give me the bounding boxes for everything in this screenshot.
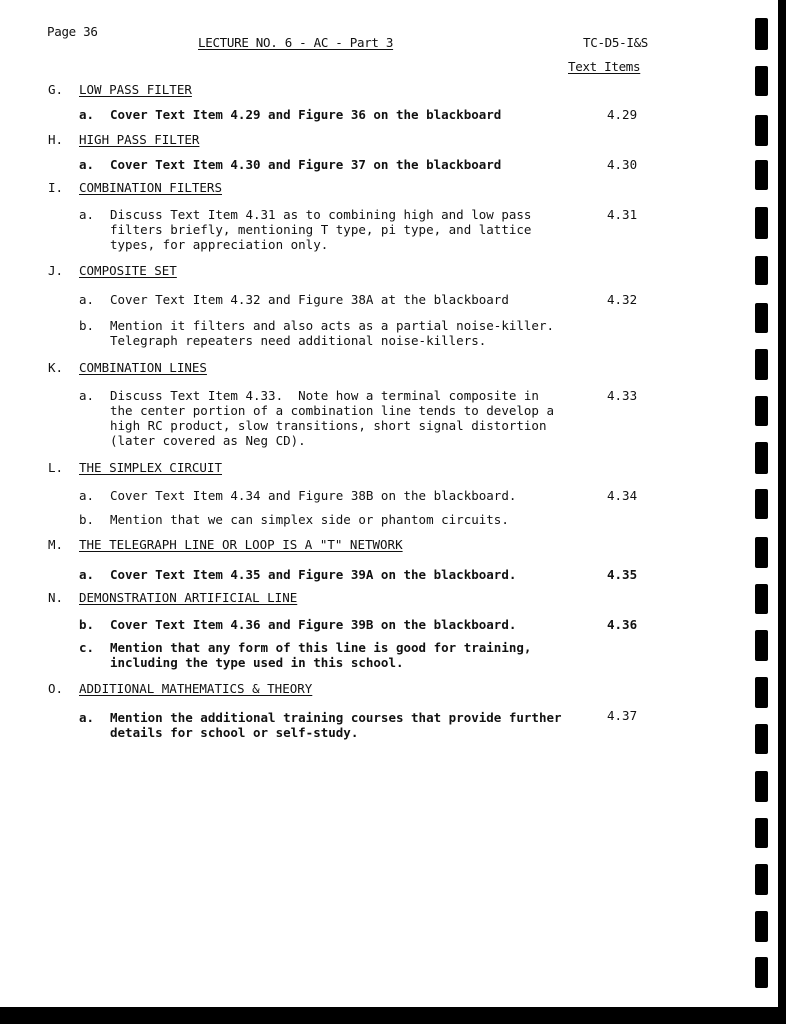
text-item-number: 4.30 [607, 157, 638, 172]
text-item-number: 4.36 [607, 617, 638, 632]
section-heading: DEMONSTRATION ARTIFICIAL LINE [79, 590, 298, 605]
binding-mark [755, 911, 768, 942]
binding-mark [755, 771, 768, 802]
section-heading: COMPOSITE SET [79, 263, 177, 278]
item-text: Mention the additional training courses that provide further details for school or self-study. [110, 710, 562, 740]
text-item-number: 4.37 [607, 708, 638, 723]
binding-mark [755, 724, 768, 754]
section-heading: COMBINATION FILTERS [79, 180, 222, 195]
binding-mark [755, 584, 768, 614]
section-heading: THE SIMPLEX CIRCUIT [79, 460, 222, 475]
binding-mark [755, 207, 768, 239]
item-label: a. [79, 567, 95, 582]
section-heading: COMBINATION LINES [79, 360, 207, 375]
text-item-number: 4.34 [607, 488, 638, 503]
section-letter: J. [48, 263, 64, 278]
item-label: a. [79, 157, 95, 172]
item-text: Cover Text Item 4.32 and Figure 38A at the blackboard [110, 292, 509, 307]
item-label: b. [79, 512, 95, 527]
document-code: TC-D5-I&S [583, 35, 649, 50]
binding-mark [755, 537, 768, 568]
item-label: c. [79, 640, 95, 655]
item-text: Discuss Text Item 4.33. Note how a terminal composite in the center portion of a combination line tends to develop a high RC product, slow transitions, short signal distortion (later covered as Neg CD). [110, 388, 555, 448]
item-label: a. [79, 107, 95, 122]
item-text: Mention that any form of this line is good for training, including the type used in this school. [110, 640, 532, 670]
binding-mark [755, 160, 768, 190]
binding-mark [755, 66, 768, 96]
item-label: a. [79, 207, 95, 222]
binding-mark [755, 677, 768, 708]
section-letter: O. [48, 681, 64, 696]
text-item-number: 4.32 [607, 292, 638, 307]
binding-mark [755, 303, 768, 333]
section-letter: G. [48, 82, 64, 97]
scan-edge-right [778, 0, 786, 1024]
section-heading: HIGH PASS FILTER [79, 132, 200, 147]
item-text: Cover Text Item 4.36 and Figure 39B on the blackboard. [110, 617, 517, 632]
text-item-number: 4.33 [607, 388, 638, 403]
text-item-number: 4.29 [607, 107, 638, 122]
section-letter: M. [48, 537, 64, 552]
section-letter: H. [48, 132, 64, 147]
binding-mark [755, 864, 768, 895]
page-number: Page 36 [47, 24, 98, 39]
item-text: Mention that we can simplex side or phantom circuits. [110, 512, 509, 527]
section-heading: LOW PASS FILTER [79, 82, 192, 97]
scan-edge-bottom [0, 1007, 786, 1024]
binding-mark [755, 18, 768, 50]
item-label: a. [79, 292, 95, 307]
binding-mark [755, 396, 768, 426]
item-text: Cover Text Item 4.29 and Figure 36 on the blackboard [110, 107, 502, 122]
binding-mark [755, 349, 768, 380]
item-text: Cover Text Item 4.34 and Figure 38B on the blackboard. [110, 488, 517, 503]
binding-mark [755, 630, 768, 661]
binding-mark [755, 489, 768, 519]
item-text: Cover Text Item 4.30 and Figure 37 on the blackboard [110, 157, 502, 172]
binding-mark [755, 818, 768, 848]
item-label: b. [79, 318, 95, 333]
section-letter: N. [48, 590, 64, 605]
lecture-title: LECTURE NO. 6 - AC - Part 3 [198, 35, 394, 50]
section-letter: K. [48, 360, 64, 375]
section-heading: THE TELEGRAPH LINE OR LOOP IS A "T" NETWORK [79, 537, 403, 552]
text-items-heading: Text Items [568, 59, 641, 74]
binding-mark [755, 957, 768, 988]
binding-mark [755, 442, 768, 474]
item-label: a. [79, 710, 95, 725]
text-item-number: 4.31 [607, 207, 638, 222]
item-label: a. [79, 488, 95, 503]
section-letter: L. [48, 460, 64, 475]
item-text: Discuss Text Item 4.31 as to combining high and low pass filters briefly, mentioning T type, pi type, and lattice types, for appreciation only. [110, 207, 532, 252]
item-label: a. [79, 388, 95, 403]
item-text: Cover Text Item 4.35 and Figure 39A on the blackboard. [110, 567, 517, 582]
item-label: b. [79, 617, 95, 632]
section-letter: I. [48, 180, 64, 195]
binding-mark [755, 256, 768, 285]
section-heading: ADDITIONAL MATHEMATICS & THEORY [79, 681, 313, 696]
binding-mark [755, 115, 768, 146]
item-text: Mention it filters and also acts as a partial noise-killer. Telegraph repeaters need additional noise-killers. [110, 318, 555, 348]
text-item-number: 4.35 [607, 567, 638, 582]
